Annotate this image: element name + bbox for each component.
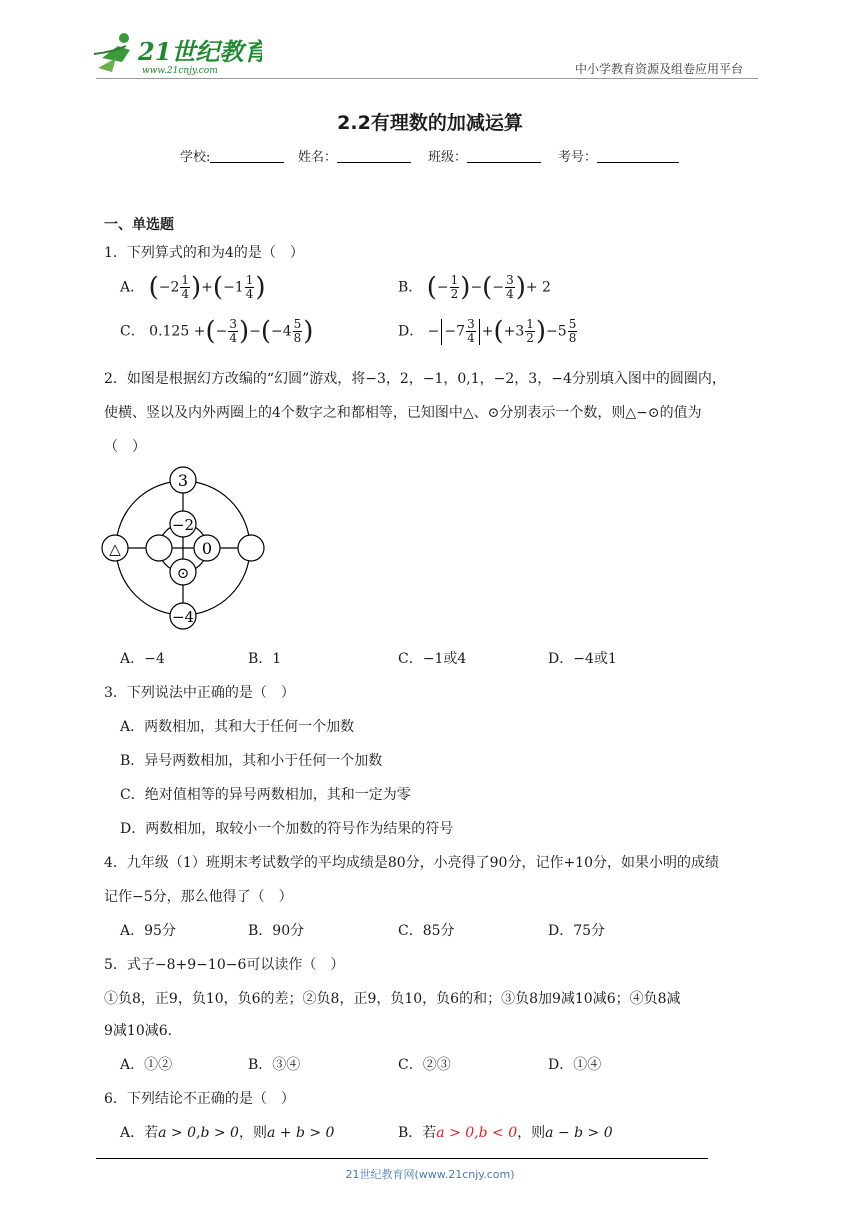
q5-option-c: C．②③ — [398, 1057, 451, 1073]
q3-option-d: D．两数相加，取较小一个加数的符号作为结果的符号 — [120, 821, 454, 837]
q4-line-1: 4．九年级（1）班期末考试数学的平均成绩是80分，小亮得了90分，记作+10分，如果小明的成绩 — [104, 855, 719, 871]
footer-divider — [96, 1158, 708, 1159]
magic-circle-figure — [96, 462, 276, 634]
footer-link[interactable]: 21世纪教育网(www.21cnjy.com) — [345, 1168, 515, 1181]
svg-text:www.21cnjy.com: www.21cnjy.com — [142, 66, 218, 76]
q5-option-b: B．③④ — [248, 1057, 301, 1073]
q3-option-a: A．两数相加，其和大于任何一个加数 — [120, 719, 355, 735]
q2-option-b: B．1 — [248, 651, 282, 667]
q5-stem: 5．式子−8+9−10−6可以读作（ ） — [104, 957, 345, 973]
q1-option-b: B． (− $\frac{1}{2}$ )−(− $\frac{3}{4}$ )+ 2 — [398, 272, 551, 303]
q2-option-a: A．−4 — [120, 651, 165, 667]
q3-stem: 3．下列说法中正确的是（ ） — [104, 685, 295, 701]
q3-option-b: B．异号两数相加，其和小于任何一个加数 — [120, 753, 383, 769]
q4-option-c: C．85分 — [398, 923, 455, 939]
q1-option-a: A． (−2 $\frac{1}{4}$ )+(−1 $\frac{1}{4}$ ) — [120, 272, 266, 303]
info-school: 学校: — [180, 146, 284, 165]
q5-option-d: D．①④ — [548, 1057, 602, 1073]
q5-line-2: 9减10减6． — [104, 1023, 182, 1039]
q6-stem: 6．下列结论不正确的是（ ） — [104, 1091, 295, 1107]
runner-icon — [94, 33, 130, 72]
svg-text:−2: −2 — [171, 516, 195, 534]
svg-text:21世纪教育: 21世纪教育 — [138, 37, 262, 66]
svg-text:△: △ — [109, 540, 121, 558]
node-left — [102, 535, 128, 561]
q2-line-2: 使横、竖以及内外两圈上的4个数字之和都相等，已知图中△、⊙分别表示一个数，则△−⊙的值为 — [104, 405, 702, 421]
q2-line-3: （ ） — [104, 439, 146, 455]
q6-option-a: A．若a > 0,b > 0，则a + b > 0 — [120, 1125, 335, 1141]
q4-option-a: A．95分 — [120, 923, 176, 939]
q1-option-c: C． 0.125 +(− $\frac{3}{4}$ )−(−4 $\frac{5}{8}$ ) — [120, 316, 314, 347]
info-class: 班级： — [428, 146, 541, 165]
node-inner-bottom — [170, 559, 196, 585]
q1-stem: 1．下列算式的和为4的是（ ） — [104, 245, 304, 261]
node-bottom — [170, 603, 196, 629]
svg-text:3: 3 — [177, 471, 189, 490]
q4-option-b: B．90分 — [248, 923, 305, 939]
info-exam-no: 考号： — [558, 146, 679, 165]
header-divider — [96, 78, 758, 79]
q2-option-c: C．−1或4 — [398, 651, 467, 667]
svg-text:⊙: ⊙ — [176, 564, 190, 582]
node-inner-left — [146, 535, 172, 561]
node-top — [170, 467, 196, 493]
svg-text:0: 0 — [201, 539, 213, 558]
node-inner-top — [170, 511, 196, 537]
q5-option-a: A．①② — [120, 1057, 173, 1073]
q1-option-d: D． − −7 $\frac{3}{4}$ +(+3 $\frac{1}{2}$ )−5 $\frac{5}{8}$ — [398, 316, 577, 347]
q2-option-d: D．−4或1 — [548, 651, 617, 667]
q2-line-1: 2．如图是根据幻方改编的“幻圆”游戏，将−3，2，−1，0,1，−2，3，−4分别填入图中的圆圈内， — [104, 371, 726, 387]
page-title: 2.2有理数的加减运算 — [337, 112, 523, 134]
svg-text:−4: −4 — [171, 608, 195, 626]
section-heading: 一、单选题 — [104, 217, 174, 233]
info-name: 姓名： — [298, 146, 411, 165]
platform-name: 中小学教育资源及组卷应用平台 — [575, 62, 744, 76]
q3-option-c: C．绝对值相等的异号两数相加，其和一定为零 — [120, 787, 411, 803]
q4-option-d: D．75分 — [548, 923, 606, 939]
node-inner-right — [194, 535, 220, 561]
q6-option-b: B．若a > 0,b < 0，则a − b > 0 — [398, 1125, 613, 1141]
q5-line-1: ①负8，正9，负10，负6的差；②负8，正9，负10，负6的和；③负8加9减10减6；④负8减 — [104, 991, 681, 1007]
node-right — [238, 535, 264, 561]
site-logo — [92, 28, 262, 78]
q4-line-2: 记作−5分，那么他得了（ ） — [104, 889, 293, 905]
